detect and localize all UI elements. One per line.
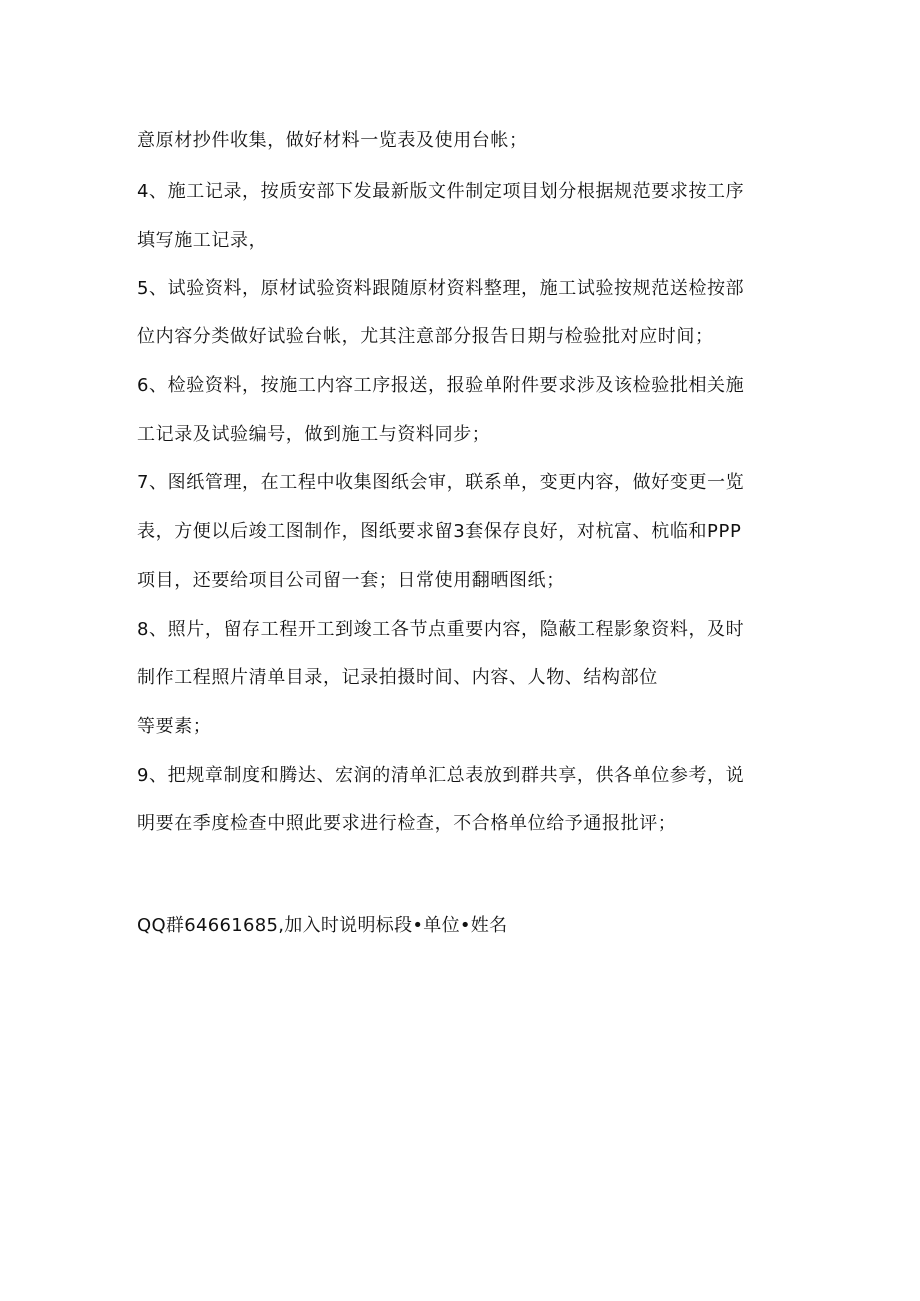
text-line-14: 9、把规章制度和腾达、宏润的清单汇总表放到群共享，供各单位参考，说: [137, 765, 745, 786]
text-line-11: 8、照片，留存工程开工到竣工各节点重要内容，隐蔽工程影象资料，及时: [137, 619, 745, 640]
text-line-3: 填写施工记录，: [137, 230, 268, 251]
qq-group-note: QQ群64661685,加入时说明标段•单位•姓名: [137, 915, 508, 936]
text-line-6: 6、检验资料，按施工内容工序报送，报验单附件要求涉及该检验批相关施: [137, 375, 745, 396]
text-line-2: 4、施工记录，按质安部下发最新版文件制定项目划分根据规范要求按工序: [137, 181, 745, 202]
text-line-8: 7、图纸管理，在工程中收集图纸会审，联系单，变更内容，做好变更一览: [137, 472, 745, 493]
text-line-7: 工记录及试验编号，做到施工与资料同步；: [137, 424, 491, 445]
text-line-12: 制作工程照片清单目录，记录拍摄时间、内容、人物、结构部位: [137, 667, 658, 688]
text-line-1: 意原材抄件收集，做好材料一览表及使用台帐；: [137, 130, 528, 151]
text-line-9: 表，方便以后竣工图制作，图纸要求留3套保存良好，对杭富、杭临和PPP: [137, 521, 742, 542]
text-line-15: 明要在季度检查中照此要求进行检查，不合格单位给予通报批评；: [137, 813, 677, 834]
text-line-5: 位内容分类做好试验台帐，尤其注意部分报告日期与检验批对应时间；: [137, 326, 714, 347]
text-line-10: 项目，还要给项目公司留一套；日常使用翻晒图纸；: [137, 570, 565, 591]
text-line-13: 等要素；: [137, 716, 212, 737]
text-line-4: 5、试验资料，原材试验资料跟随原材资料整理，施工试验按规范送检按部: [137, 278, 745, 299]
